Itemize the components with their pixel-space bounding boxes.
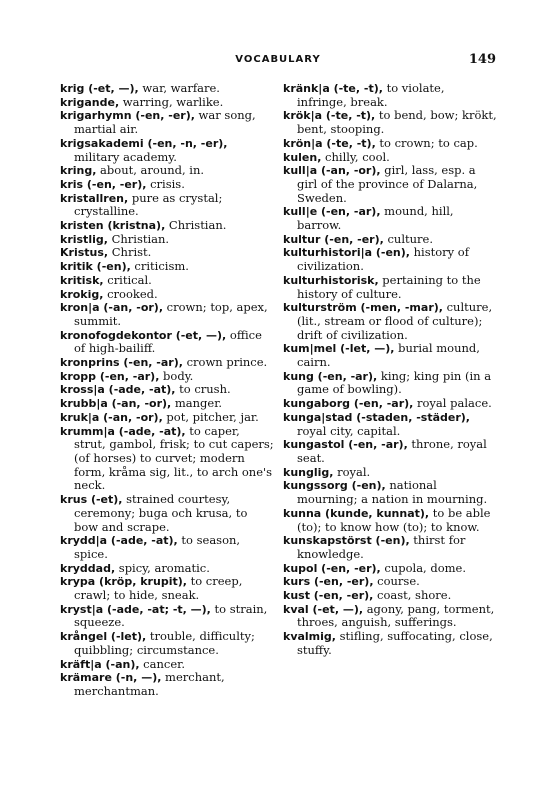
entry-headword: krök|a (-te, -t),	[283, 109, 376, 123]
entry-definition: crooked.	[103, 286, 158, 301]
entry-definition: merchant, merchantman.	[74, 670, 225, 698]
vocabulary-entry	[60, 575, 274, 602]
entry-definition: critical.	[103, 272, 152, 287]
entry-headword: kungastol (-en, -ar),	[283, 438, 408, 452]
entry-headword: kull|a (-an, -or),	[283, 164, 381, 178]
entry-headword: kräft|a (-an),	[60, 657, 140, 671]
vocabulary-entry	[60, 658, 274, 672]
entry-definition: to be able (to); to know how (to); to know.	[297, 505, 491, 534]
entry-definition: girl, lass, esp. a girl of the province of Dalarna, Sweden.	[297, 163, 478, 205]
entry-definition: to caper, strut, gambol, frisk; to cut capers; (of horses) to curvet; modern form, kråma sig, lit., to arch one's neck.	[74, 423, 274, 493]
vocabulary-entry	[283, 534, 497, 561]
entry-definition: spicy, aromatic.	[115, 560, 210, 575]
entry-definition: manger.	[171, 396, 223, 411]
vocabulary-entry	[283, 164, 497, 205]
entry-headword: kropp (-en, -ar),	[60, 369, 160, 383]
entry-headword: kränk|a (-te, -t),	[283, 82, 383, 95]
entry-definition: to crown; to cap.	[375, 135, 478, 150]
vocabulary-entry	[60, 288, 274, 302]
vocabulary-entry	[283, 274, 497, 301]
entry-definition: Christ.	[108, 245, 152, 260]
vocabulary-entry	[283, 575, 497, 589]
vocabulary-entry	[283, 562, 497, 576]
entry-headword: kunga|stad (-staden, -städer),	[283, 410, 470, 424]
entry-definition: to creep, crawl; to hide, sneak.	[74, 574, 243, 603]
entry-headword: krydd|a (-ade, -at),	[60, 534, 178, 548]
vocabulary-entry	[60, 370, 274, 384]
entry-definition: body.	[159, 368, 194, 383]
vocabulary-entry	[60, 397, 274, 411]
entry-headword: kron|a (-an, -or),	[60, 301, 164, 315]
vocabulary-entry	[60, 603, 274, 630]
vocabulary-entry	[60, 383, 274, 397]
vocabulary-entry	[283, 342, 497, 369]
entry-definition: king; king pin (in a game of bowling).	[297, 368, 492, 397]
vocabulary-entry	[60, 192, 274, 219]
entry-headword: kronofogdekontor (-et, —),	[60, 328, 227, 342]
vocabulary-entry	[60, 246, 274, 260]
entry-definition: military academy.	[74, 149, 177, 164]
entry-definition: thirst for knowledge.	[297, 533, 466, 561]
entry-headword: krigande,	[60, 95, 120, 109]
vocabulary-entry	[60, 82, 274, 96]
entry-headword: kulen,	[283, 150, 322, 164]
entry-definition: Christian.	[165, 218, 227, 233]
vocabulary-entry	[60, 137, 274, 164]
entry-headword: kungaborg (-en, -ar),	[283, 397, 414, 411]
entry-definition: trouble, difficulty; quibbling; circumstance.	[74, 629, 255, 657]
entry-headword: kunskapstörst (-en),	[283, 534, 410, 548]
entry-definition: cancer.	[139, 656, 186, 671]
entry-headword: kulturström (-men, -mar),	[283, 301, 443, 315]
entry-headword: kval (-et, —),	[283, 602, 364, 616]
vocabulary-entry	[283, 151, 497, 165]
entry-headword: krämare (-n, —),	[60, 671, 162, 685]
entry-headword: krumm|a (-ade, -at),	[60, 424, 186, 438]
entry-headword: kritik (-en),	[60, 260, 131, 274]
entry-headword: kupol (-en, -er),	[283, 561, 381, 575]
vocabulary-entry	[283, 466, 497, 480]
vocabulary-entry	[60, 164, 274, 178]
entry-headword: kryddad,	[60, 561, 116, 575]
entry-definition: crisis.	[146, 176, 185, 191]
vocabulary-entry	[60, 671, 274, 698]
entry-definition: chilly, cool.	[321, 149, 390, 164]
entry-headword: kryst|a (-ade, -at; -t, —),	[60, 602, 211, 616]
entry-definition: warring, warlike.	[119, 94, 224, 109]
entry-headword: Kristus,	[60, 246, 109, 260]
vocabulary-entry	[60, 274, 274, 288]
entry-definition: war, warfare.	[138, 81, 220, 95]
page-header	[60, 52, 496, 70]
vocabulary-entry	[283, 233, 497, 247]
entry-headword: kronprins (-en, -ar),	[60, 356, 183, 370]
entry-definition: crown prince.	[182, 355, 268, 370]
entry-definition: history of civilization.	[297, 245, 469, 274]
entry-definition: course.	[373, 574, 420, 589]
entry-definition: pertaining to the history of culture.	[297, 272, 481, 301]
entry-definition: strained courtesy, ceremony; buga och krusa, to bow and scrape.	[74, 492, 248, 534]
entry-headword: krig (-et, —),	[60, 82, 139, 95]
entry-definition: crown; top, apex, summit.	[74, 300, 268, 328]
entry-headword: kust (-en, -er),	[283, 589, 374, 603]
entry-headword: kristallren,	[60, 191, 129, 205]
entry-definition: to season, spice.	[74, 533, 241, 561]
vocabulary-entry	[60, 96, 274, 110]
entry-definition: to bend, bow; krökt, bent, stooping.	[297, 108, 497, 137]
entry-definition: throne, royal seat.	[297, 437, 487, 465]
entry-headword: kross|a (-ade, -at),	[60, 383, 176, 397]
vocabulary-entry	[283, 246, 497, 273]
vocabulary-entry	[283, 137, 497, 151]
entry-headword: kunna (kunde, kunnat),	[283, 506, 430, 520]
entry-headword: kris (-en, -er),	[60, 177, 147, 191]
entry-definition: royal.	[333, 464, 371, 479]
vocabulary-entry	[283, 507, 497, 534]
entry-headword: krokig,	[60, 287, 104, 301]
entry-definition: pot, pitcher, jar.	[162, 409, 259, 424]
entry-headword: krubb|a (-an, -or),	[60, 397, 172, 411]
entry-headword: kultur (-en, -er),	[283, 232, 384, 246]
entry-definition: culture.	[383, 231, 433, 246]
entry-definition: culture, (lit., stream or flood of culture); drift of civilization.	[297, 300, 493, 342]
entry-definition: criticism.	[130, 259, 189, 274]
entry-definition: office of high-bailiff.	[74, 327, 262, 356]
vocabulary-entry	[283, 411, 497, 438]
entry-headword: krus (-et),	[60, 493, 123, 507]
vocabulary-entry	[283, 397, 497, 411]
entry-definition: royal city, capital.	[297, 423, 401, 438]
entry-headword: kungssorg (-en),	[283, 479, 386, 493]
entry-headword: krigsakademi (-en, -n, -er),	[60, 136, 228, 150]
entry-headword: kum|mel (-let, —),	[283, 342, 395, 356]
vocabulary-entry	[283, 589, 497, 603]
vocabulary-entry	[283, 370, 497, 397]
entry-definition: cupola, dome.	[380, 560, 467, 575]
entry-headword: kritisk,	[60, 273, 104, 287]
vocabulary-entry	[60, 493, 274, 534]
vocabulary-entry	[283, 82, 497, 109]
running-title: VOCABULARY	[235, 54, 321, 65]
entry-definition: pure as crystal; crystalline.	[74, 190, 223, 219]
entry-headword: kull|e (-en, -ar),	[283, 205, 381, 219]
entry-headword: kunglig,	[283, 465, 334, 479]
vocabulary-entry	[60, 562, 274, 576]
entry-definition: to violate, infringe, break.	[297, 81, 445, 109]
vocabulary-entry	[60, 178, 274, 192]
vocabulary-entry	[60, 630, 274, 657]
entry-headword: kvalmig,	[283, 630, 336, 644]
entry-headword: krön|a (-te, -t),	[283, 136, 376, 150]
vocabulary-entry	[283, 301, 497, 342]
vocabulary-entry	[60, 233, 274, 247]
vocabulary-entry	[283, 205, 497, 232]
entry-headword: krångel (-let),	[60, 630, 147, 644]
entry-headword: kristen (kristna),	[60, 219, 166, 233]
entry-headword: kring,	[60, 164, 97, 178]
entry-definition: agony, pang, torment, throes, anguish, sufferings.	[297, 601, 495, 630]
entry-definition: to crush.	[175, 382, 231, 397]
vocabulary-entry	[60, 411, 274, 425]
vocabulary-entry	[60, 534, 274, 561]
entry-definition: about, around, in.	[96, 163, 205, 178]
vocabulary-entry	[60, 356, 274, 370]
vocabulary-entry	[283, 438, 497, 465]
entry-headword: kulturhistori|a (-en),	[283, 246, 410, 260]
page-number: 149	[468, 52, 496, 67]
vocabulary-entry	[60, 329, 274, 356]
vocabulary-entry	[283, 630, 497, 657]
entry-headword: kruk|a (-an, -or),	[60, 410, 163, 424]
entry-definition: royal palace.	[413, 396, 492, 411]
entry-definition: war song, martial air.	[74, 108, 256, 137]
vocabulary-entry	[283, 603, 497, 630]
left-column	[60, 82, 274, 699]
entry-headword: krigarhymn (-en, -er),	[60, 109, 195, 123]
right-column	[283, 82, 497, 658]
entry-headword: kurs (-en, -er),	[283, 575, 374, 589]
entry-definition: coast, shore.	[373, 588, 452, 603]
entry-headword: kung (-en, -ar),	[283, 369, 378, 383]
entry-definition: Christian.	[107, 231, 170, 246]
vocabulary-entry	[60, 425, 274, 494]
vocabulary-entry	[60, 219, 274, 233]
entry-headword: krypa (kröp, krupit),	[60, 575, 187, 589]
entry-headword: kristlig,	[60, 232, 108, 246]
vocabulary-entry	[283, 479, 497, 506]
vocabulary-entry	[60, 260, 274, 274]
entry-definition: national mourning; a nation in mourning.	[297, 478, 488, 507]
entry-definition: stifling, suffocating, close, stuffy.	[297, 629, 493, 657]
vocabulary-entry	[283, 109, 497, 136]
vocabulary-entry	[60, 301, 274, 328]
entry-headword: kulturhistorisk,	[283, 273, 379, 287]
entry-definition: to strain, squeeze.	[74, 601, 268, 630]
entry-definition: mound, hill, barrow.	[297, 204, 454, 233]
vocabulary-entry	[60, 109, 274, 136]
entry-definition: burial mound, cairn.	[297, 341, 480, 370]
